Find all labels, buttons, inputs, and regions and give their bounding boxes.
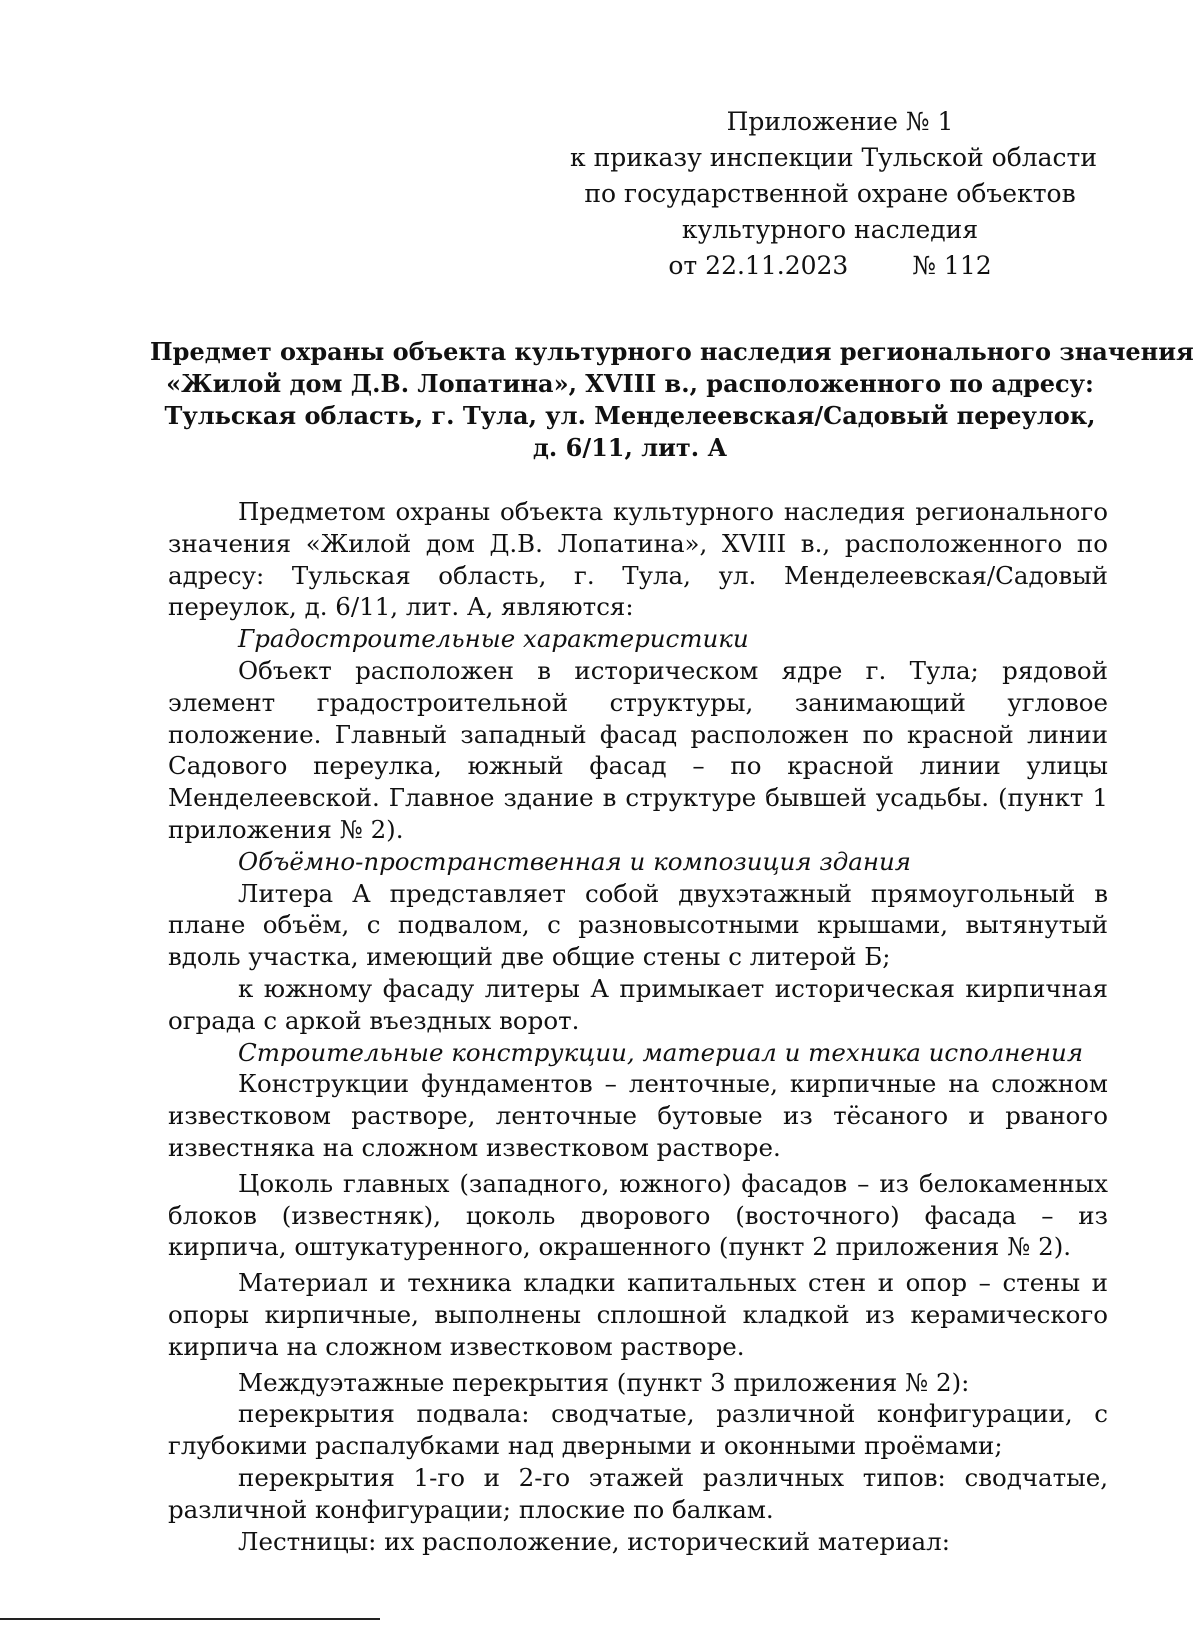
paragraph-plinth: Цоколь главных (западного, южного) фасадов – из белокаменных блоков (известняк), цоколь дворового (восточного) фасада – из кирпича, оштукатуренного, окрашенного (пункт 2 приложения № 2). [168, 1168, 1108, 1262]
paragraph-stairs: Лестницы: их расположение, исторический материал: [238, 1526, 950, 1556]
paragraph-walls: Материал и техника кладки капитальных стен и опор – стены и опоры кирпичные, выполнены сплошной кладкой из керамического кирпича на сложном известковом растворе. [168, 1268, 1108, 1361]
annex-agency-line: по государственной охране объектов [584, 179, 1076, 208]
paragraph-volume-2: к южному фасаду литеры А примыкает историческая кирпичная ограда с аркой въездных ворот. [168, 973, 1108, 1035]
document-heading [150, 336, 1194, 464]
paragraph-basement-floors: перекрытия подвала: сводчатые, различной конфигурации, с глубокими распалубками над дверными и оконными проёмами; [168, 1399, 1108, 1461]
section-title-construction: Строительные конструкции, материал и техника исполнения [238, 1037, 1084, 1067]
paragraph-foundations: Конструкции фундаментов – ленточные, кирпичные на сложном известковом растворе, ленточные бутовые из тёсаного и рваного известняка на сложном известковом растворе. [168, 1069, 1108, 1162]
paragraph-floors: Междуэтажные перекрытия (пункт 3 приложения № 2): [238, 1367, 970, 1397]
annex-title: Приложение № 1 [726, 107, 954, 136]
paragraph-storey-floors: перекрытия 1-го и 2-го этажей различных типов: сводчатые, различной конфигурации; плоские по балкам. [168, 1462, 1108, 1524]
annex-order-line: к приказу инспекции Тульской области [570, 143, 1098, 172]
heading-line-4: д. 6/11, лит. А [532, 433, 728, 462]
heading-line-1: Предмет охраны объекта культурного наследия регионального значения [150, 337, 1194, 366]
annex-header [570, 104, 1098, 284]
heading-line-2: «Жилой дом Д.В. Лопатина», XVIII в., расположенного по адресу: [166, 369, 1094, 398]
annex-heritage-line: культурного наследия [681, 215, 979, 244]
paragraph-urban: Объект расположен в историческом ядре г. Тула; рядовой элемент градостроительной структуры, занимающий угловое положение. Главный западный фасад расположен по красной линии Садового переулка, южный фасад – по красной линии улицы Менделеевской. Главное здание в структуре бывшей усадьбы. (пункт 1 приложения № 2). [168, 655, 1108, 844]
annex-reference [570, 248, 1090, 284]
paragraph-volume-1: Литера А представляет собой двухэтажный прямоугольный в плане объём, с подвалом, с разновысотными крышами, вытянутый вдоль участка, имеющий две общие стены с литерой Б; [168, 878, 1108, 972]
intro-paragraph: Предметом охраны объекта культурного наследия регионального значения «Жилой дом Д.В. Лопатина», XVIII в., расположенного по адресу: Тульская область, г. Тула, ул. Менделеевская/Садовый переулок, д. 6/11, лит. А, являются: [168, 497, 1108, 622]
heading-line-3: Тульская область, г. Тула, ул. Менделеевская/Садовый переулок, [164, 401, 1096, 430]
document-body [168, 496, 1108, 1557]
bottom-divider [0, 1618, 380, 1620]
section-title-volume: Объёмно-пространственная и композиция здания [238, 846, 911, 876]
section-title-urban: Градостроительные характеристики [238, 624, 749, 654]
annex-date: от 22.11.2023 [668, 251, 849, 280]
annex-number: № 112 [912, 251, 992, 280]
